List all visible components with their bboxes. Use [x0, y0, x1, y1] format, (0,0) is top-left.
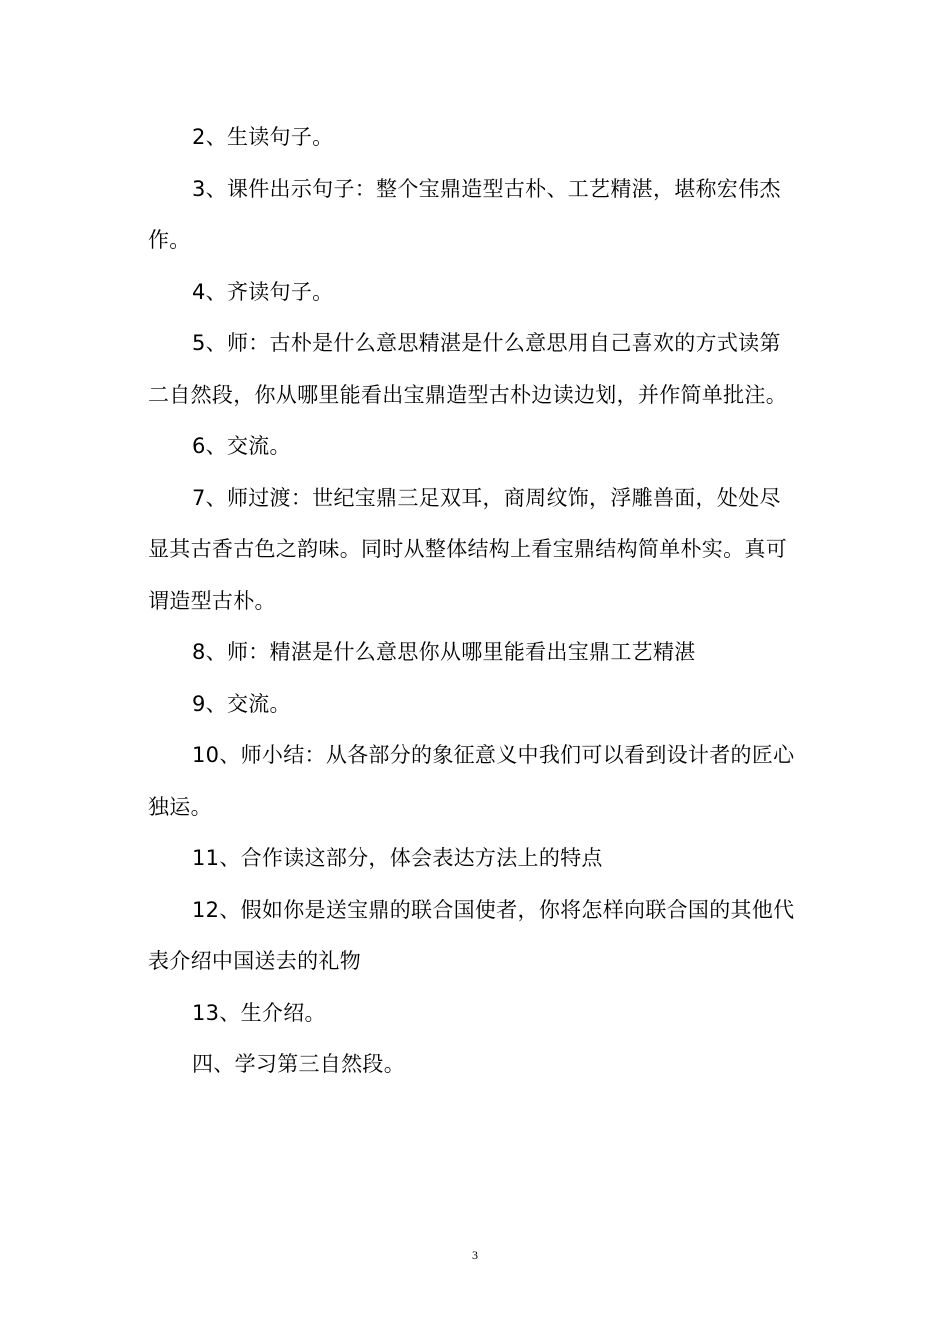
paragraph: 7、师过渡：世纪宝鼎三足双耳，商周纹饰，浮雕兽面，处处尽显其古香古色之韵味。同时从整体结构上看宝鼎结构简单朴实。真可谓造型古朴。 — [148, 485, 787, 613]
paragraph: 3、课件出示句子：整个宝鼎造型古朴、工艺精湛，堪称宏伟杰作。 — [148, 176, 781, 252]
paragraph: 4、齐读句子。 — [192, 279, 334, 304]
paragraph: 6、交流。 — [192, 434, 291, 458]
paragraph: 11、合作读这部分，体会表达方法上的特点 — [192, 846, 603, 870]
paragraph: 12、假如你是送宝鼎的联合国使者，你将怎样向联合国的其他代表介绍中国送去的礼物 — [148, 897, 795, 973]
paragraph: 9、交流。 — [192, 691, 291, 716]
paragraph: 13、生介绍。 — [192, 1000, 326, 1025]
paragraph: 2、生读句子。 — [192, 125, 334, 149]
page-number: 3 — [472, 1248, 478, 1262]
paragraph: 8、师：精湛是什么意思你从哪里能看出宝鼎工艺精湛 — [192, 640, 696, 664]
paragraph: 四、学习第三自然段。 — [192, 1052, 405, 1076]
document-body — [148, 112, 798, 1091]
paragraph: 5、师：古朴是什么意思精湛是什么意思用自己喜欢的方式读第二自然段，你从哪里能看出宝鼎造型古朴边读边划，并作简单批注。 — [148, 331, 787, 407]
paragraph: 10、师小结：从各部分的象征意义中我们可以看到设计者的匠心独运。 — [148, 743, 795, 819]
